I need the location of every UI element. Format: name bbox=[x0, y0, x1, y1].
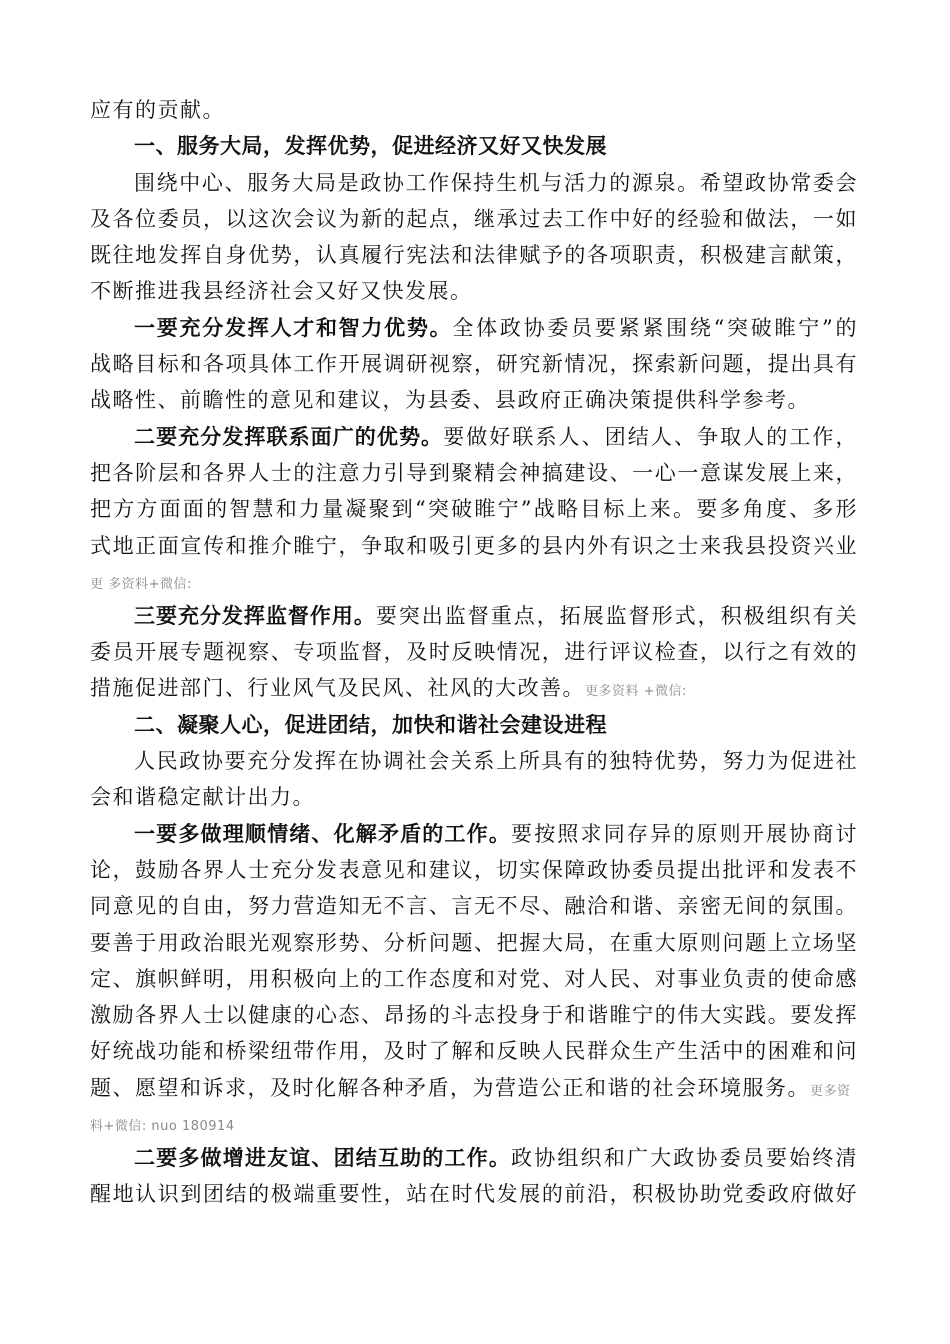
watermark-text: 料+微信: nuo 180914 bbox=[90, 1119, 235, 1135]
paragraph-line: 应有的贡献。 bbox=[90, 98, 225, 122]
paragraph-line bbox=[90, 670, 858, 706]
paragraph-line bbox=[90, 310, 858, 346]
paragraph-line: 式地正面宣传和推介睢宁，争取和吸引更多的县内外有识之士来我县投资兴业 bbox=[90, 533, 858, 558]
paragraph-line: 醒地认识到团结的极端重要性，站在时代发展的前沿，积极协助党委政府做好 bbox=[90, 1182, 858, 1207]
watermark-text: 更 多资料+微信: bbox=[90, 576, 192, 592]
paragraph-line bbox=[90, 598, 858, 634]
paragraph-line: 激励各界人士以健康的心态、昂扬的斗志投身于和谐睢宁的伟大实践。要发挥 bbox=[90, 1003, 858, 1028]
watermark-line bbox=[90, 1106, 858, 1140]
paragraph-line bbox=[90, 816, 858, 852]
paragraph-line: 把各阶层和各界人士的注意力引导到聚精会神搞建设、一心一意谋发展上来， bbox=[90, 460, 858, 485]
paragraph-text: 要按照求同存异的原则开展协商讨 bbox=[511, 821, 858, 846]
bold-lead: 三要充分发挥监督作用。 bbox=[134, 603, 376, 628]
paragraph-line: 把方方面面的智慧和力量凝聚到“突破睢宁”战略目标上来。要多角度、多形 bbox=[90, 497, 858, 522]
paragraph-line bbox=[90, 419, 858, 455]
document-page bbox=[90, 92, 858, 1213]
paragraph-line: 人民政协要充分发挥在协调社会关系上所具有的独特优势，努力为促进社 bbox=[134, 749, 858, 774]
paragraph-line: 好统战功能和桥梁纽带作用，及时了解和反映人民群众生产生活中的困难和问 bbox=[90, 1039, 858, 1064]
paragraph-text: 全体政协委员要紧紧围绕“突破睢宁”的 bbox=[452, 315, 858, 340]
paragraph-text: 要突出监督重点，拓展监督形式，积极组织有关 bbox=[375, 603, 859, 628]
paragraph-line bbox=[90, 1070, 858, 1106]
paragraph-line: 同意见的自由，努力营造知无不言、言无不尽、融洽和谐、亲密无间的氛围。 bbox=[90, 894, 858, 919]
bold-lead: 二要多做增进友谊、团结互助的工作。 bbox=[134, 1146, 512, 1171]
section-heading-1: 一、服务大局，发挥优势，促进经济又好又快发展 bbox=[134, 134, 607, 159]
paragraph-text: 题、愿望和诉求，及时化解各种矛盾，为营造公正和谐的社会环境服务。 bbox=[90, 1075, 810, 1100]
paragraph-line: 会和谐稳定献计出力。 bbox=[90, 785, 315, 810]
bold-lead: 一要充分发挥人才和智力优势。 bbox=[134, 315, 453, 340]
bold-lead: 二要充分发挥联系面广的优势。 bbox=[134, 424, 444, 449]
paragraph-line: 论，鼓励各界人士充分发表意见和建议，切实保障政协委员提出批评和发表不 bbox=[90, 857, 858, 882]
paragraph-text: 政协组织和广大政协委员要始终清 bbox=[511, 1146, 858, 1171]
paragraph-text: 要做好联系人、团结人、争取人的工作， bbox=[443, 424, 859, 449]
paragraph-line: 要善于用政治眼光观察形势、分析问题、把握大局，在重大原则问题上立场坚 bbox=[90, 930, 858, 955]
paragraph-line bbox=[90, 1140, 858, 1176]
watermark-text: 更多资 bbox=[810, 1083, 851, 1099]
watermark-text: 更多资料 +微信: bbox=[585, 684, 687, 700]
paragraph-line: 不断推进我县经济社会又好又快发展。 bbox=[90, 279, 473, 304]
paragraph-line: 及各位委员，以这次会议为新的起点，继承过去工作中好的经验和做法，一如 bbox=[90, 206, 858, 231]
paragraph-line: 既往地发挥自身优势，认真履行宪法和法律赋予的各项职责，积极建言献策， bbox=[90, 243, 858, 268]
watermark-line bbox=[90, 564, 858, 598]
bold-lead: 一要多做理顺情绪、化解矛盾的工作。 bbox=[134, 821, 512, 846]
paragraph-line: 战略性、前瞻性的意见和建议，为县委、县政府正确决策提供科学参考。 bbox=[90, 388, 810, 413]
paragraph-line: 定、旗帜鲜明，用积极向上的工作态度和对党、对人民、对事业负责的使命感 bbox=[90, 966, 858, 991]
paragraph-text: 措施促进部门、行业风气及民风、社风的大改善。 bbox=[90, 676, 585, 701]
paragraph-line: 围绕中心、服务大局是政协工作保持生机与活力的源泉。希望政协常委会 bbox=[134, 170, 858, 195]
paragraph-line: 委员开展专题视察、专项监督，及时反映情况，进行评议检查，以行之有效的 bbox=[90, 640, 858, 665]
section-heading-2: 二、凝聚人心，促进团结，加快和谐社会建设进程 bbox=[134, 712, 607, 737]
paragraph-line: 战略目标和各项具体工作开展调研视察，研究新情况，探索新问题，提出具有 bbox=[90, 352, 858, 377]
